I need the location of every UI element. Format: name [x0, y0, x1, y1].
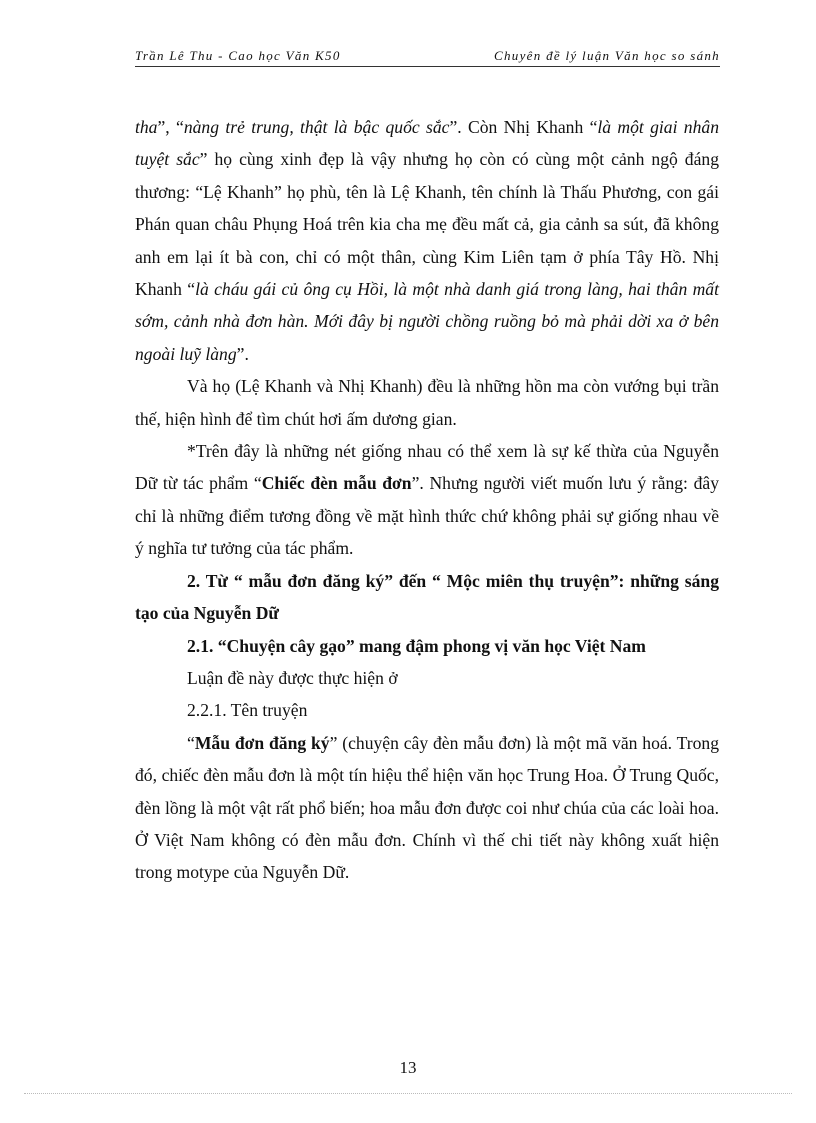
text-run: *Trên đây là những nét giống nhau có thể xem là sự kế thừa của Nguyễn Dữ từ tác phẩm “ [135, 441, 719, 494]
text-run: ” (chuyện cây đèn mẫu đơn) là một mã văn hoá. Trong đó, chiếc đèn mẫu đơn là một tín hiệu thể hiện văn học Trung Hoa. Ở Trung Quốc, đèn lồng là một vật rất phổ biến; hoa mẫu đơn được coi như chúa của các loài hoa. Ở Việt Nam không có đèn mẫu đơn. Chính vì thế chi tiết này không xuất hiện trong motype của Nguyễn Dữ. [135, 732, 719, 883]
work-title: Mẫu đơn đăng ký [194, 732, 330, 753]
quote-text: là một giai nhân tuyệt sắc [135, 117, 719, 170]
running-header [135, 46, 720, 67]
page-number: 13 [399, 1058, 417, 1077]
text-run: “ [187, 732, 195, 753]
header-subject: Chuyên đề lý luận Văn học so sánh [494, 48, 720, 63]
text-run: ”. [236, 343, 249, 364]
text-run: ”, “ [157, 117, 184, 137]
text-run: ”. Nhưng người viết muốn lưu ý rằng: đây chỉ là những điểm tương đồng về mặt hình thức chứ không phải sự giống nhau về ý nghĩa tư tưởng của tác phẩm. [135, 473, 719, 559]
quote-text: là cháu gái củ ông cụ Hồi, là một nhà danh giá trong làng, hai thân mất sớm, cảnh nhà đơn hàn. Mới đây bị người chồng ruồng bỏ mà phải dời xa ở bên ngoài luỹ làng [135, 279, 719, 364]
paragraph-3 [135, 435, 719, 565]
subsection-heading-2-2-1: 2.2.1. Tên truyện [187, 700, 308, 721]
paragraph-6 [135, 727, 719, 889]
paragraph-2: Và họ (Lệ Khanh và Nhị Khanh) đều là những hồn ma còn vướng bụi trần thế, hiện hình để tìm chút hơi ấm dương gian. [135, 376, 719, 429]
quote-text: tha [135, 117, 158, 137]
page-bottom-divider [24, 1093, 792, 1094]
page-body [135, 111, 719, 889]
text-run: ”. Còn Nhị Khanh “ [449, 117, 598, 137]
section-heading-2: 2. Từ “ mẫu đơn đăng ký” đến “ Mộc miên thụ truyện”: những sáng tạo của Nguyễn Dữ [135, 570, 719, 624]
paragraph-4: Luận đề này được thực hiện ở [187, 667, 398, 688]
work-title: Chiếc đèn mẫu đơn [261, 473, 412, 494]
header-author: Trần Lê Thu - Cao học Văn K50 [135, 48, 341, 63]
paragraph-1 [135, 111, 719, 370]
text-run: ” họ cùng xinh đẹp là vậy nhưng họ còn có cùng một cảnh ngộ đáng thương: “Lệ Khanh” họ phù, tên là Lệ Khanh, tên chính là Thấu Phương, con gái Phán quan châu Phụng Hoá trên kia cha mẹ đều mất cả, gia cảnh sa sút, đã không anh em lại ít bà con, chỉ có một thân, cùng Kim Liên tạm ở phía Tây Hồ. Nhị Khanh “ [135, 149, 720, 300]
section-heading-2-1: 2.1. “Chuyện cây gạo” mang đậm phong vị văn học Việt Nam [187, 635, 646, 656]
quote-text: nàng trẻ trung, thật là bậc quốc sắc [183, 117, 450, 137]
